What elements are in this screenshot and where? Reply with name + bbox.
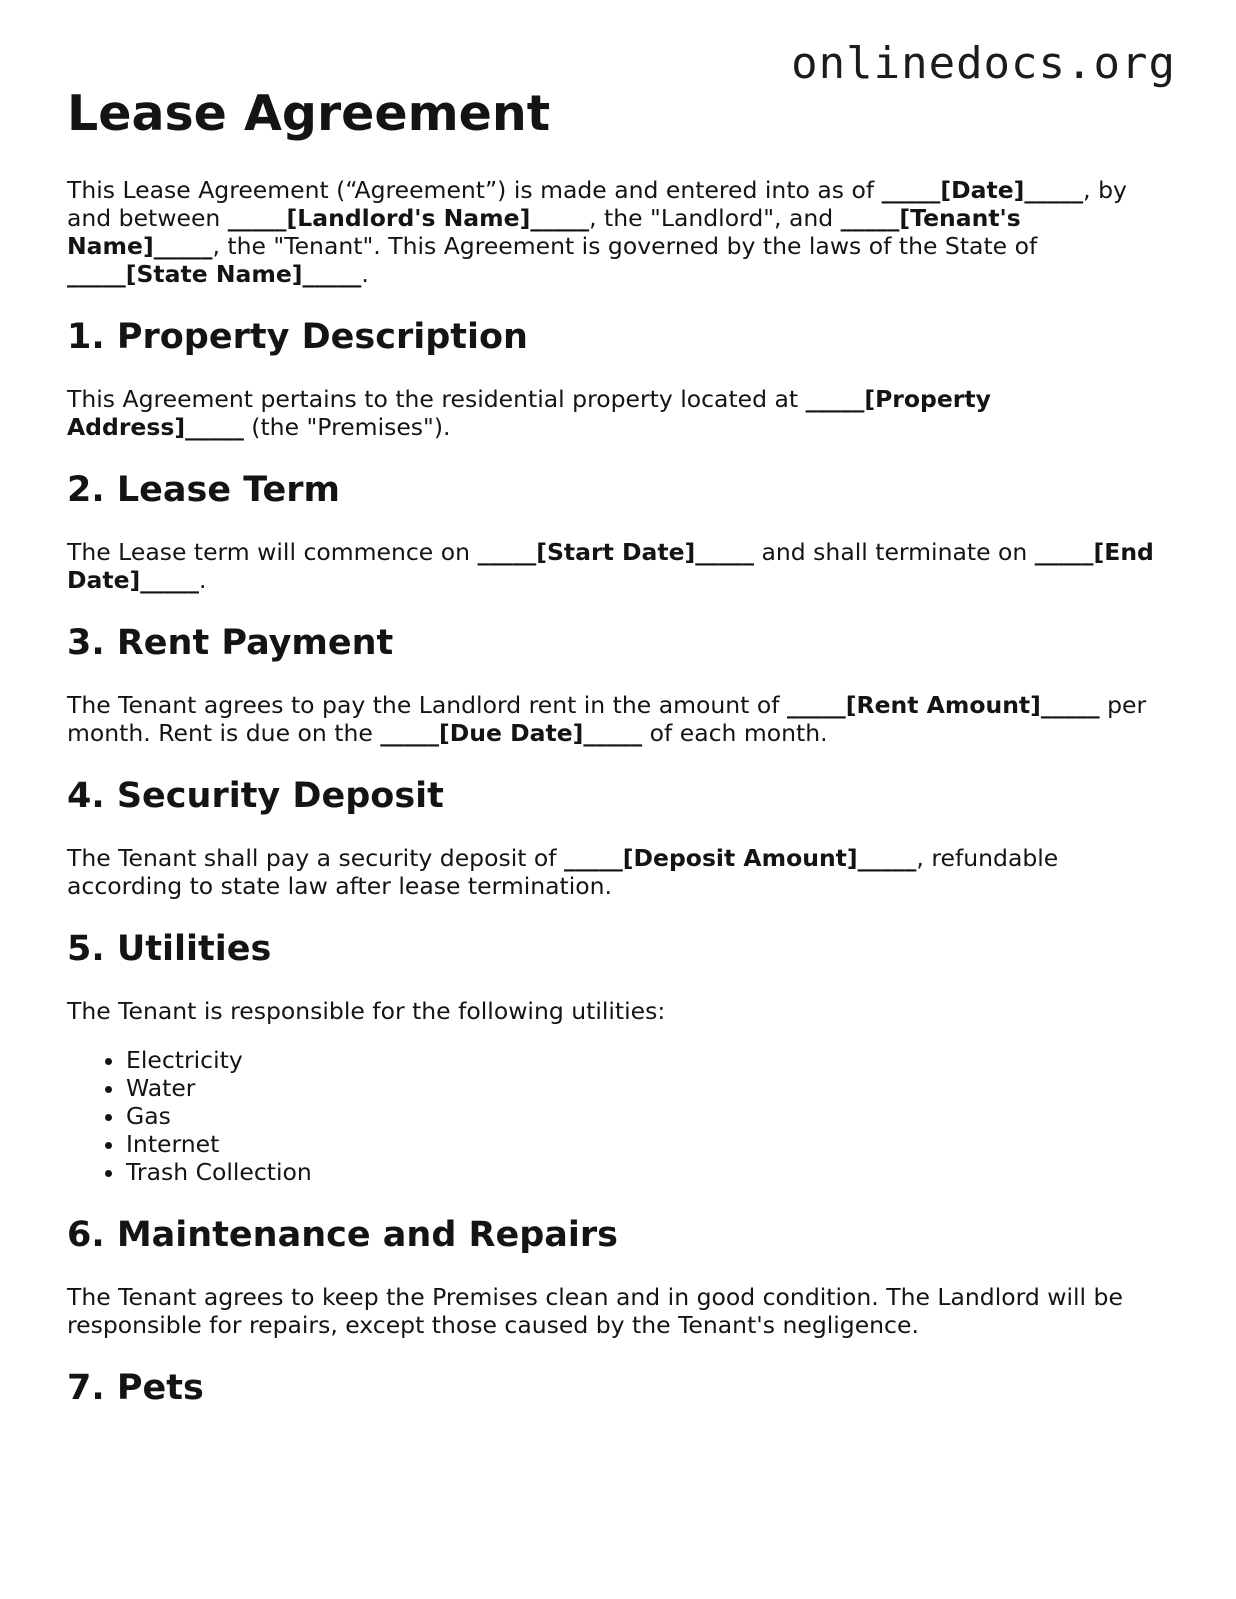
section-heading-term: 2. Lease Term <box>67 470 340 510</box>
section-heading-rent: 3. Rent Payment <box>67 623 394 663</box>
section-heading-utilities: 5. Utilities <box>67 929 272 969</box>
list-item: • Trash Collection <box>126 1158 1172 1186</box>
rent-amount-placeholder: _____[Rent Amount]_____ <box>786 691 1100 719</box>
property-text-1: This Agreement pertains to the residential property located at <box>67 385 806 413</box>
property-address-placeholder: _____[Property Address]_____ <box>67 385 991 441</box>
intro-text-3: , the "Landlord", and <box>589 204 841 232</box>
deposit-text-2: , refundable according to state law after lease termination. <box>67 844 1059 900</box>
tenant-name-placeholder: _____[Tenant's Name]_____ <box>67 204 1021 260</box>
utilities-paragraph: The Tenant is responsible for the following utilities: <box>67 997 666 1025</box>
rent-text-3: of each month. <box>642 719 828 747</box>
deposit-text-1: The Tenant shall pay a security deposit of <box>67 844 565 872</box>
document <box>67 84 1172 1409</box>
property-paragraph <box>67 385 1172 441</box>
watermark: onlinedocs.org <box>791 38 1176 89</box>
section-heading-pets: 7. Pets <box>67 1368 204 1408</box>
term-text-3: . <box>199 566 207 594</box>
document-title: Lease Agreement <box>67 85 551 142</box>
rent-text-2: per month. Rent is due on the <box>67 691 1147 747</box>
property-text-2: (the "Premises"). <box>243 413 451 441</box>
deposit-amount-placeholder: _____[Deposit Amount]_____ <box>564 844 917 872</box>
list-item: • Gas <box>126 1102 1172 1130</box>
state-name-placeholder: _____[State Name]_____ <box>67 260 362 288</box>
section-heading-maintenance: 6. Maintenance and Repairs <box>67 1215 619 1255</box>
start-date-placeholder: _____[Start Date]_____ <box>477 538 755 566</box>
due-date-placeholder: _____[Due Date]_____ <box>380 719 643 747</box>
term-paragraph <box>67 538 1172 594</box>
intro-text-1: This Lease Agreement (“Agreement”) is made and entered into as of <box>67 176 882 204</box>
list-item: • Water <box>126 1074 1172 1102</box>
term-text-1: The Lease term will commence on <box>67 538 478 566</box>
deposit-paragraph <box>67 844 1172 900</box>
intro-paragraph <box>67 176 1172 288</box>
list-item: • Internet <box>126 1130 1172 1158</box>
intro-text-5: . <box>361 260 369 288</box>
section-heading-property: 1. Property Description <box>67 317 528 357</box>
date-placeholder: _____[Date]_____ <box>881 176 1084 204</box>
rent-paragraph <box>67 691 1172 747</box>
maintenance-paragraph: The Tenant agrees to keep the Premises clean and in good condition. The Landlord will be responsible for repairs, except those caused by the Tenant's negligence. <box>67 1283 1123 1339</box>
landlord-name-placeholder: _____[Landlord's Name]_____ <box>227 204 590 232</box>
list-item: • Electricity <box>126 1046 1172 1074</box>
rent-text-1: The Tenant agrees to pay the Landlord rent in the amount of <box>67 691 787 719</box>
intro-text-4: , the "Tenant". This Agreement is governed by the laws of the State of <box>212 232 1038 260</box>
utilities-list <box>67 1046 1172 1186</box>
intro-text-2: , by and between <box>67 176 1127 232</box>
end-date-placeholder: _____[End Date]_____ <box>67 538 1154 594</box>
term-text-2: and shall terminate on <box>754 538 1035 566</box>
section-heading-deposit: 4. Security Deposit <box>67 776 444 816</box>
